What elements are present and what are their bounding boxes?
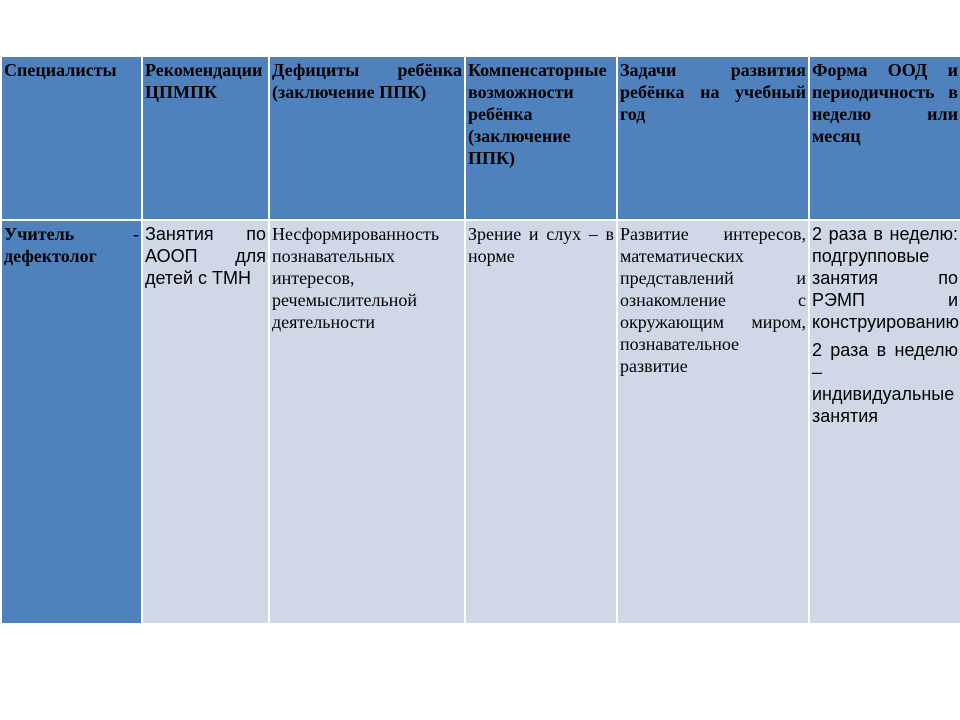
- table-header-row: [1, 56, 960, 220]
- cell-compensatory: Зрение и слух – в норме: [465, 220, 617, 624]
- table-row: [1, 220, 960, 624]
- cell-recommendations: Занятия по АООП для детей с ТМН: [142, 220, 269, 624]
- header-deficits: Дефициты ребёнка (заключение ППК): [269, 56, 465, 220]
- cell-tasks: Развитие интересов, математических представлений и ознакомление с окружающим миром, познавательное развитие: [617, 220, 809, 624]
- header-compensatory: Компенсаторные возможности ребёнка (заключение ППК): [465, 56, 617, 220]
- cell-specialist: Учитель - дефектолог: [1, 220, 142, 624]
- cell-deficits: Несформированность познавательных интересов, речемыслительной деятельности: [269, 220, 465, 624]
- header-specialists: Специалисты: [1, 56, 142, 220]
- cell-form: [809, 220, 960, 624]
- header-recommendations: Рекомендации ЦПМПК: [142, 56, 269, 220]
- form-paragraph-individual: 2 раза в неделю – индивидуальные занятия: [812, 340, 958, 426]
- development-plan-table: [0, 55, 960, 625]
- header-form: Форма ООД и периодичность в неделю или месяц: [809, 56, 960, 220]
- header-tasks: Задачи развития ребёнка на учебный год: [617, 56, 809, 220]
- form-paragraph-group: 2 раза в неделю: подгрупповые занятия по РЭМП и конструированию: [812, 224, 960, 332]
